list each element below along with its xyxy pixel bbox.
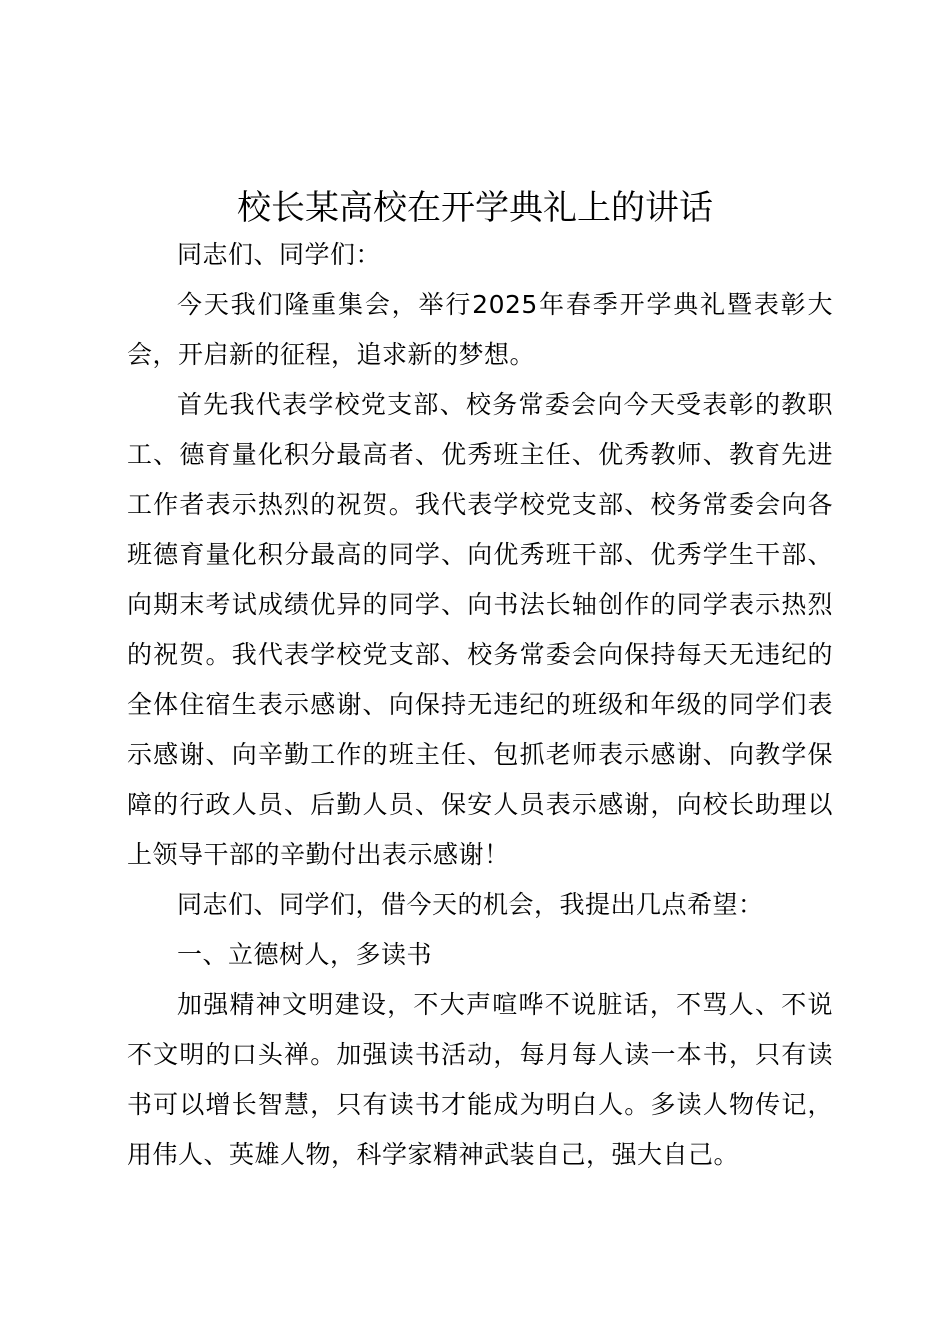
congratulations-paragraph: 首先我代表学校党支部、校务常委会向今天受表彰的教职工、德育量化积分最高者、优秀班主任、优秀教师、教育先进工作者表示热烈的祝贺。我代表学校党支部、校务常委会向各班德育量化积分最高的同学、向优秀班干部、优秀学生干部、向期末考试成绩优异的同学、向书法长轴创作的同学表示热烈的祝贺。我代表学校党支部、校务常委会向保持每天无违纪的全体住宿生表示感谢、向保持无违纪的班级和年级的同学们表示感谢、向辛勤工作的班主任、包抓老师表示感谢、向教学保障的行政人员、后勤人员、保安人员表示感谢，向校长助理以上领导干部的辛勤付出表示感谢！ [127, 390, 833, 869]
section-1-paragraph: 加强精神文明建设，不大声喧哗不说脏话，不骂人、不说不文明的口头禅。加强读书活动，每月每人读一本书，只有读书可以增长智慧，只有读书才能成为明白人。多读人物传记，用伟人、英雄人物，科学家精神武装自己，强大自己。 [127, 990, 833, 1169]
salutation-paragraph: 同志们、同学们： [177, 240, 382, 269]
document-title: 校长某高校在开学典礼上的讲话 [237, 188, 713, 228]
section-heading-1: 一、立德树人，多读书 [177, 940, 433, 969]
opening-paragraph: 今天我们隆重集会，举行2025年春季开学典礼暨表彰大会，开启新的征程，追求新的梦想。 [127, 290, 833, 369]
document-body [127, 202, 833, 1180]
hopes-intro-paragraph: 同志们、同学们，借今天的机会，我提出几点希望： [177, 890, 764, 919]
